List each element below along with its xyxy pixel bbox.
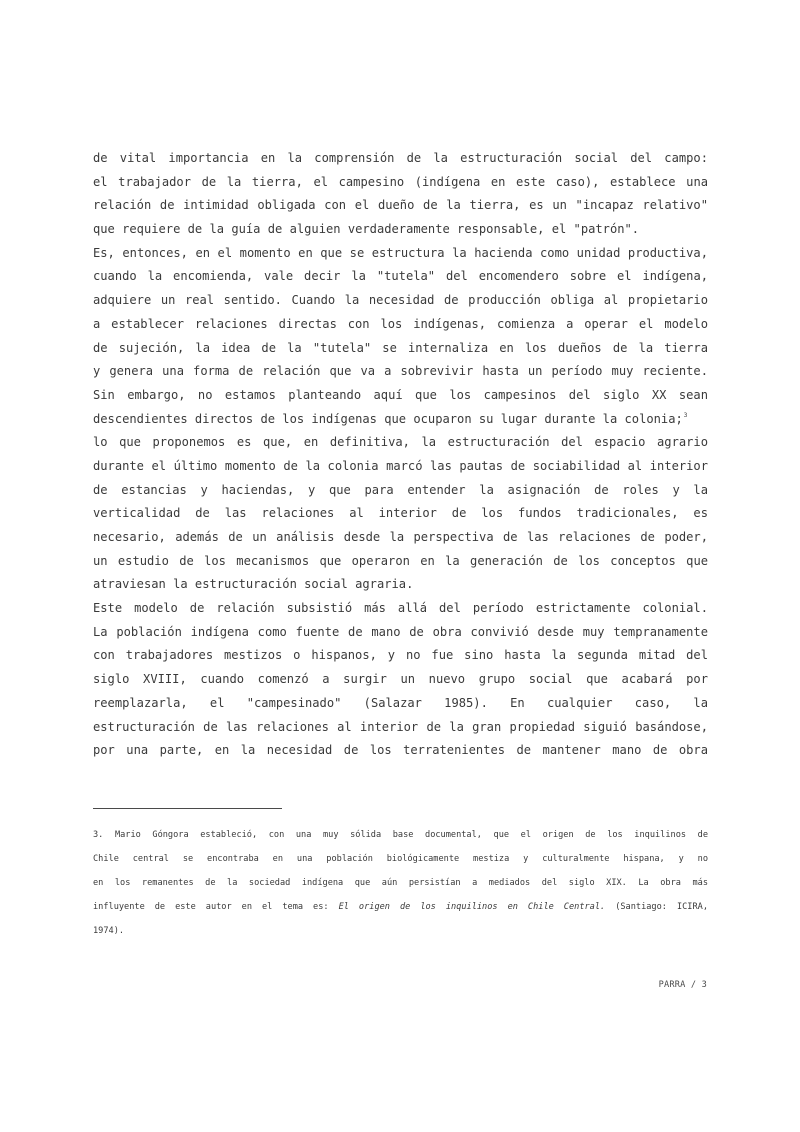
body-line: atraviesan la estructuración social agraria.: [93, 577, 414, 592]
footnote-text: (Santiago: ICIRA,: [605, 902, 708, 912]
footnote-line: en los remanentes de la sociedad indígena que aún persistían a mediados del siglo XIX. La obra más: [93, 878, 708, 888]
body-line: necesario, además de un análisis desde la perspectiva de las relaciones de poder,: [93, 530, 708, 544]
body-line: el trabajador de la tierra, el campesino (indígena en este caso), establece una: [93, 174, 708, 189]
footnote: [93, 823, 708, 943]
footnote-line: [93, 895, 708, 919]
body-line: a establecer relaciones directas con los indígenas, comienza a operar el modelo: [93, 316, 708, 331]
body-text: [93, 147, 708, 763]
body-line: durante el último momento de la colonia marcó las pautas de sociabilidad al interior: [93, 458, 708, 473]
body-line: siglo XVIII, cuando comenzó a surgir un nuevo grupo social que acabará por: [93, 672, 708, 687]
footnote-text: influyente de este autor en el tema es:: [93, 902, 339, 912]
body-line: un estudio de los mecanismos que operaron en la generación de los conceptos que: [93, 553, 708, 568]
body-line: lo que proponemos es que, en definitiva, la estructuración del espacio agrario: [93, 435, 708, 450]
body-line: con trabajadores mestizos o hispanos, y no fue sino hasta la segunda mitad del: [93, 648, 708, 663]
body-line: y genera una forma de relación que va a sobrevivir hasta un período muy reciente.: [93, 364, 708, 379]
body-line: de estancias y haciendas, y que para entender la asignación de roles y la: [93, 482, 708, 497]
body-line: [93, 408, 708, 432]
body-line: de vital importancia en la comprensión de la estructuración social del campo:: [93, 151, 708, 165]
cited-work-title: El origen de los inquilinos en Chile Central.: [338, 902, 606, 912]
footnote-line: Chile central se encontraba en una población biológicamente mestiza y culturalmente hispana, y no: [93, 854, 708, 864]
body-line: reemplazarla, el "campesinado" (Salazar 1985). En cualquier caso, la: [93, 695, 708, 710]
body-line: por una parte, en la necesidad de los terratenientes de mantener mano de obra: [93, 743, 708, 758]
footnote-line: 1974).: [93, 926, 125, 936]
body-line: La población indígena como fuente de mano de obra convivió desde muy tempranamente: [93, 624, 708, 639]
body-line: que requiere de la guía de alguien verdaderamente responsable, el "patrón".: [93, 222, 640, 237]
body-line: estructuración de las relaciones al interior de la gran propiedad siguió basándose,: [93, 719, 708, 734]
body-line: cuando la encomienda, vale decir la "tutela" del encomendero sobre el indígena,: [93, 269, 708, 284]
body-line: de sujeción, la idea de la "tutela" se internaliza en los dueños de la tierra: [93, 340, 708, 355]
body-line: Es, entonces, en el momento en que se estructura la hacienda como unidad productiva,: [93, 245, 708, 260]
body-line-text: descendientes directos de los indígenas que ocuparon su lugar durante la colonia;: [93, 411, 683, 426]
footnote-line: 3. Mario Góngora estableció, con una muy sólida base documental, que el origen de los inquilinos de: [93, 830, 708, 840]
footnote-reference[interactable]: 3: [683, 411, 688, 419]
footnote-separator: [93, 808, 282, 809]
body-line: relación de intimidad obligada con el dueño de la tierra, es un "incapaz relativo": [93, 198, 708, 213]
body-line: verticalidad de las relaciones al interior de los fundos tradicionales, es: [93, 506, 708, 521]
page-number: PARRA / 3: [658, 980, 707, 990]
body-line: Este modelo de relación subsistió más allá del período estrictamente colonial.: [93, 601, 708, 616]
body-line: Sin embargo, no estamos planteando aquí que los campesinos del siglo XX sean: [93, 387, 708, 402]
body-line: adquiere un real sentido. Cuando la necesidad de producción obliga al propietario: [93, 293, 708, 308]
